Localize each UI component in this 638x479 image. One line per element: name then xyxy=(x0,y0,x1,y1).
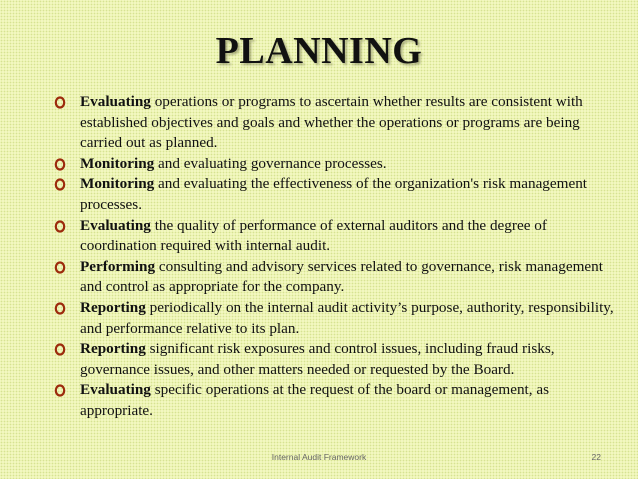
bullet-item xyxy=(54,154,614,175)
hollow-circle-bullet-icon xyxy=(54,220,66,233)
bullet-item xyxy=(54,257,614,298)
bullet-text: operations or programs to ascertain whether results are consistent with established objectives and goals and whether the operations or programs are being carried out as planned. xyxy=(80,93,583,152)
slide-footer xyxy=(0,452,638,466)
footer-label: Internal Audit Framework xyxy=(271,452,367,462)
page-number: 22 xyxy=(591,452,601,462)
bullet-list xyxy=(54,92,614,422)
bullet-item xyxy=(54,92,614,154)
bullet-item xyxy=(54,216,614,257)
bullet-text: significant risk exposures and control issues, including fraud risks, governance issues, and other matters needed or requested by the Board. xyxy=(80,340,555,378)
hollow-circle-bullet-icon xyxy=(54,302,66,315)
hollow-circle-bullet-icon xyxy=(54,178,66,191)
bullet-item xyxy=(54,339,614,380)
bullet-item xyxy=(54,174,614,215)
bullet-lead: Evaluating xyxy=(80,381,151,399)
bullet-lead: Evaluating xyxy=(80,216,151,234)
bullet-text: and evaluating the effectiveness of the organization's risk management processes. xyxy=(80,175,588,213)
hollow-circle-bullet-icon xyxy=(54,158,66,171)
bullet-lead: Monitoring xyxy=(80,154,155,172)
hollow-circle-bullet-icon xyxy=(54,384,66,397)
hollow-circle-bullet-icon xyxy=(54,261,66,274)
hollow-circle-bullet-icon xyxy=(54,343,66,356)
slide-title: PLANNING xyxy=(215,30,423,72)
bullet-item xyxy=(54,380,614,421)
bullet-lead: Evaluating xyxy=(80,93,151,110)
hollow-circle-bullet-icon xyxy=(54,96,66,109)
bullet-lead: Reporting xyxy=(80,298,146,316)
bullet-text: periodically on the internal audit activity’s purpose, authority, responsibility, and performance relative to its plan. xyxy=(80,298,614,337)
bullet-text: specific operations at the request of the board or management, as appropriate. xyxy=(80,381,550,419)
bullet-text: and evaluating governance processes. xyxy=(154,154,387,172)
bullet-lead: Performing xyxy=(80,257,156,275)
bullet-item xyxy=(54,298,614,339)
bullet-text: the quality of performance of external auditors and the degree of coordination required with internal audit. xyxy=(80,216,547,255)
bullet-lead: Monitoring xyxy=(80,175,155,193)
bullet-lead: Reporting xyxy=(80,340,146,358)
bullet-text: consulting and advisory services related to governance, risk management and control as appropriate for the company. xyxy=(80,257,603,296)
